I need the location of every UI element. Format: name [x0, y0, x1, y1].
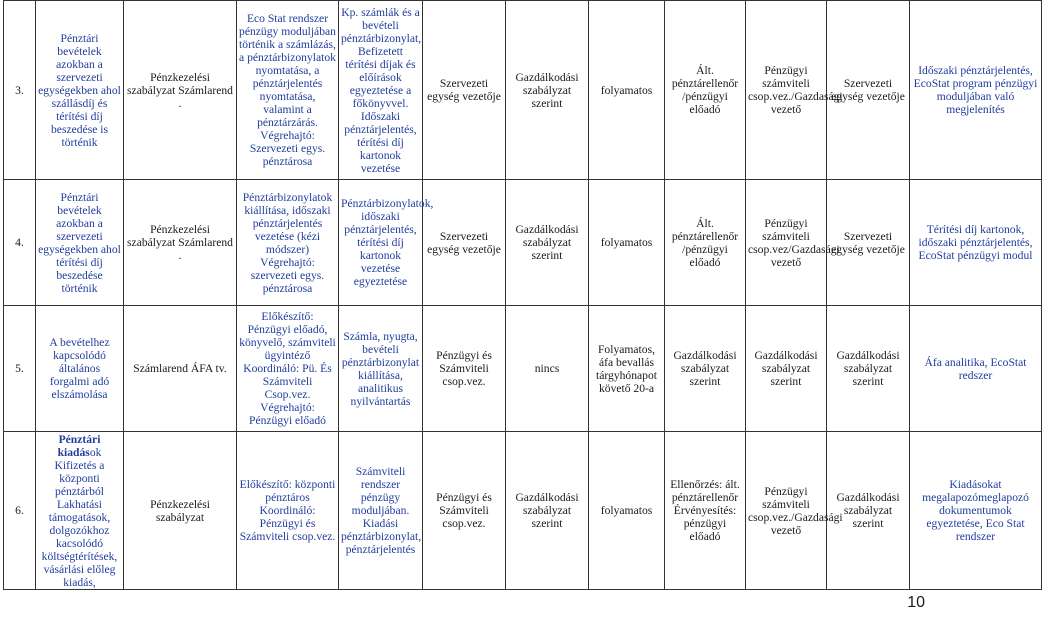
approver-cell: Gazdálkodási szabályzat szerint [746, 306, 827, 432]
documents-cell: Számviteli rendszer pénzügy moduljában. Kiadási pénztárbizonylat, pénztárjelentés [339, 432, 423, 590]
description-cell: Előkészítő: Pénzügyi előadó, könyvelő, számviteli ügyintéző Koordináló: Pü. És Számviteli Csop.vez. Végrehajtó: Pénzügyi előadó [237, 306, 339, 432]
row-number: 5. [4, 306, 36, 432]
process-cell: Pénztári bevételek azokban a szervezeti egységekben ahol térítési díj beszedése történik [36, 180, 124, 306]
process-bold-text: Pénztári kiadás [57, 432, 101, 459]
executor-cell: Szervezeti egység vezetője [827, 180, 910, 306]
process-cell: Pénztári bevételek azokban a szervezeti egységekben ahol szállásdíj és térítési díj beszedése is történik [36, 1, 124, 180]
it-system-cell: Kiadásokat megalapozómeglapozó dokumentumok egyeztetése, Eco Stat rendszer [910, 432, 1042, 590]
description-cell: Pénztárbizonylatok kiállítása, időszaki pénztárjelentés vezetése (kézi módszer) Végrehajtó: szervezeti egys. pénztárosa [237, 180, 339, 306]
executor-cell: Gazdálkodási szabályzat szerint [827, 432, 910, 590]
page-number: 10 [907, 594, 925, 611]
control-table [3, 0, 1042, 590]
process-cell: A bevételhez kapcsolódó általános forgalmi adó elszámolása [36, 306, 124, 432]
deadline-rule-cell: nincs [506, 306, 589, 432]
responsible-cell: Szervezeti egység vezetője [423, 1, 506, 180]
documents-cell: Pénztárbizonylatok, időszaki pénztárjelentés, térítési díj kartonok vezetése egyeztetése [339, 180, 423, 306]
row-number: 6. [4, 432, 36, 590]
process-cell [36, 432, 124, 590]
deadline-rule-cell: Gazdálkodási szabályzat szerint [506, 180, 589, 306]
table-row [4, 432, 1042, 590]
it-system-cell: Áfa analitika, EcoStat redszer [910, 306, 1042, 432]
responsible-cell: Szervezeti egység vezetője [423, 180, 506, 306]
frequency-cell: Folyamatos, áfa bevallás tárgyhónapot követő 20-a [589, 306, 665, 432]
description-cell: Előkészítő: központi pénztáros Koordináló: Pénzügyi és Számviteli csop.vez. [237, 432, 339, 590]
responsible-cell: Pénzügyi és Számviteli csop.vez. [423, 306, 506, 432]
documents-cell: Számla, nyugta, bevételi pénztárbizonylat kiállítása, analitikus nyilvántartás [339, 306, 423, 432]
approver-cell: Pénzügyi számviteli csop.vez/Gazdasági vezető [746, 180, 827, 306]
controller-cell: Gazdálkodási szabályzat szerint [665, 306, 746, 432]
frequency-cell: folyamatos [589, 432, 665, 590]
controller-cell: Ált. pénztárellenőr /pénzügyi előadó [665, 180, 746, 306]
description-cell: Eco Stat rendszer pénzügy moduljában történik a számlázás, a pénztárbizonylatok nyomtatása, a pénztárjelentés nyomtatása, valamint a pénztárzárás. Végrehajtó: Szervezeti egys. pénztárosa [237, 1, 339, 180]
table-row [4, 306, 1042, 432]
controller-cell: Ált. pénztárellenőr /pénzügyi előadó [665, 1, 746, 180]
process-rest-text: ok Kifizetés a központi pénztárból Lakhatási támogatások, dolgozókhoz kacsolódó költségtérítések, vásárlási előleg kiadás, [41, 445, 118, 589]
deadline-rule-cell: Gazdálkodási szabályzat szerint [506, 1, 589, 180]
deadline-rule-cell: Gazdálkodási szabályzat szerint [506, 432, 589, 590]
executor-cell: Gazdálkodási szabályzat szerint [827, 306, 910, 432]
executor-cell: Szervezeti egység vezetője [827, 1, 910, 180]
frequency-cell: folyamatos [589, 1, 665, 180]
rules-cell: Számlarend ÁFA tv. [124, 306, 237, 432]
frequency-cell: folyamatos [589, 180, 665, 306]
rules-cell: Pénzkezelési szabályzat Számlarend . [124, 180, 237, 306]
rules-cell: Pénzkezelési szabályzat [124, 432, 237, 590]
it-system-cell: Térítési díj kartonok, időszaki pénztárjelentés, EcoStat pénzügyi modul [910, 180, 1042, 306]
table-row [4, 180, 1042, 306]
responsible-cell: Pénzügyi és Számviteli csop.vez. [423, 432, 506, 590]
row-number: 3. [4, 1, 36, 180]
row-number: 4. [4, 180, 36, 306]
controller-cell: Ellenőrzés: ált. pénztárellenőr Érvényesítés: pénzügyi előadó [665, 432, 746, 590]
rules-cell: Pénzkezelési szabályzat Számlarend . [124, 1, 237, 180]
it-system-cell: Időszaki pénztárjelentés, EcoStat program pénzügyi moduljában való megjelenítés [910, 1, 1042, 180]
approver-cell: Pénzügyi számviteli csop.vez./Gazdasági vezető [746, 1, 827, 180]
approver-cell: Pénzügyi számviteli csop.vez./Gazdasági vezető [746, 432, 827, 590]
documents-cell: Kp. számlák és a bevételi pénztárbizonylat, Befizetett térítési díjak és előírások egyeztetése a főkönyvvel. Időszaki pénztárjelentés, térítési díj kartonok vezetése [339, 1, 423, 180]
table-row [4, 1, 1042, 180]
